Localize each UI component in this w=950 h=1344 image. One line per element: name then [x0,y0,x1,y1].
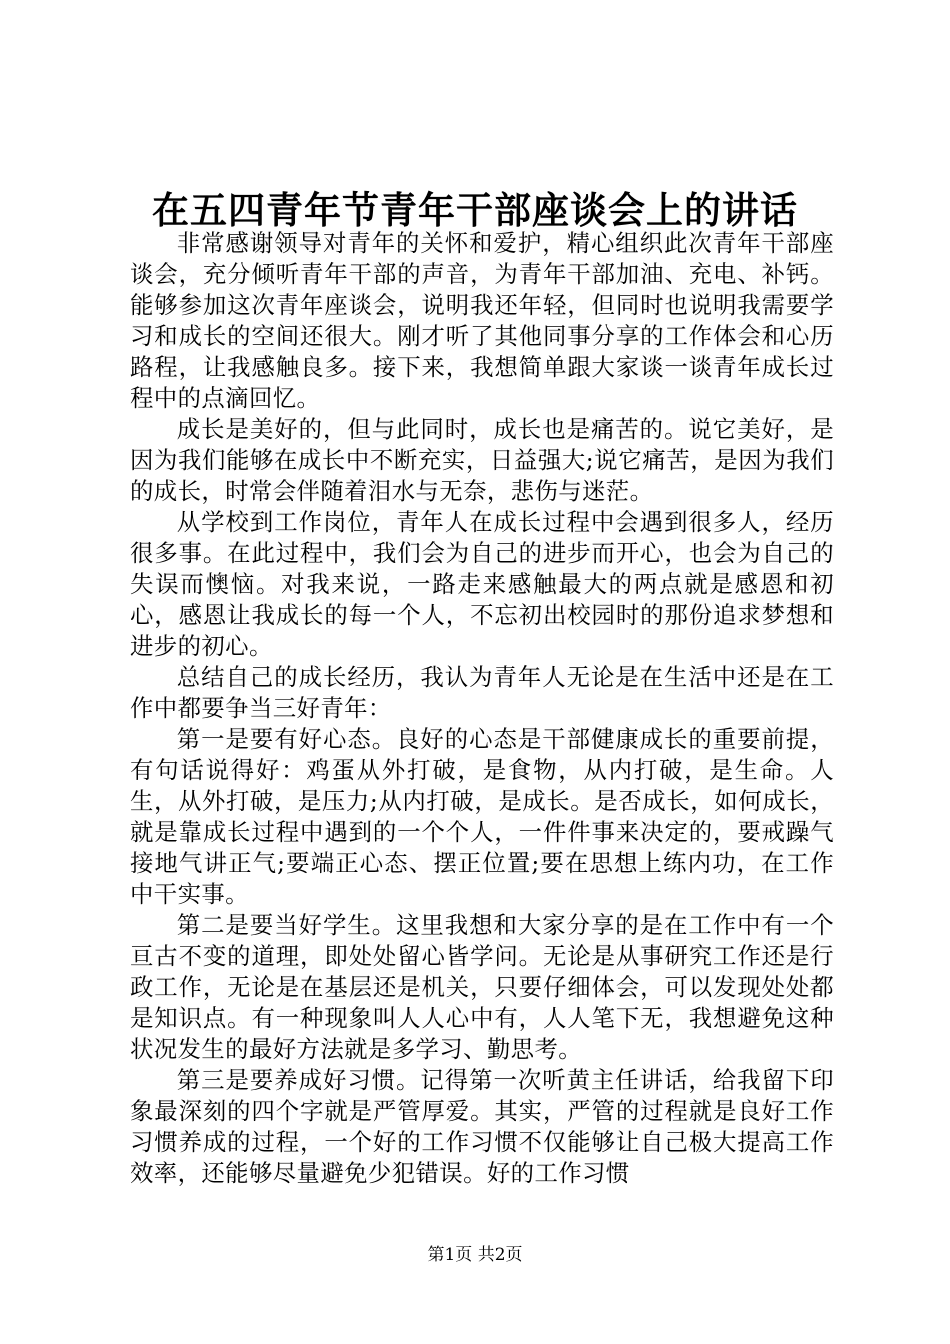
document-body [130,228,834,1189]
page-footer: 第1页 共2页 [427,1245,523,1265]
paragraph: 第三是要养成好习惯。记得第一次听黄主任讲话，给我留下印象最深刻的四个字就是严管厚爱。其实，严管的过程就是良好工作习惯养成的过程，一个好的工作习惯不仅能够让自己极大提高工作效率，还能够尽量避免少犯错误。好的工作习惯 [130,1066,834,1187]
paragraph: 总结自己的成长经历，我认为青年人无论是在生活中还是在工作中都要争当三好青年： [130,663,834,722]
paragraph: 第一是要有好心态。良好的心态是干部健康成长的重要前提，有句话说得好：鸡蛋从外打破，是食物，从内打破，是生命。人生，从外打破，是压力;从内打破，是成长。是否成长，如何成长，就是靠成长过程中遇到的一个个人，一件件事来决定的，要戒躁气接地气讲正气;要端正心态、摆正位置;要在思想上练内功，在工作中干实事。 [130,725,834,908]
paragraph: 第二是要当好学生。这里我想和大家分享的是在工作中有一个亘古不变的道理，即处处留心皆学问。无论是从事研究工作还是行政工作，无论是在基层还是机关，只要仔细体会，可以发现处处都是知识点。有一种现象叫人人心中有，人人笔下无，我想避免这种状况发生的最好方法就是多学习、勤思考。 [130,911,834,1063]
paragraph: 非常感谢领导对青年的关怀和爱护，精心组织此次青年干部座谈会，充分倾听青年干部的声音，为青年干部加油、充电、补钙。能够参加这次青年座谈会，说明我还年轻，但同时也说明我需要学习和成长的空间还很大。刚才听了其他同事分享的工作体会和心历路程，让我感触良多。接下来，我想简单跟大家谈一谈青年成长过程中的点滴回忆。 [130,229,834,412]
paragraph: 成长是美好的，但与此同时，成长也是痛苦的。说它美好，是因为我们能够在成长中不断充实，日益强大;说它痛苦，是因为我们的成长，时常会伴随着泪水与无奈，悲伤与迷茫。 [130,415,834,505]
paragraph: 从学校到工作岗位，青年人在成长过程中会遇到很多人，经历很多事。在此过程中，我们会为自己的进步而开心，也会为自己的失误而懊恼。对我来说，一路走来感触最大的两点就是感恩和初心，感恩让我成长的每一个人，不忘初出校园时的那份追求梦想和进步的初心。 [130,508,834,660]
document-title: 在五四青年节青年干部座谈会上的讲话 [152,188,798,232]
